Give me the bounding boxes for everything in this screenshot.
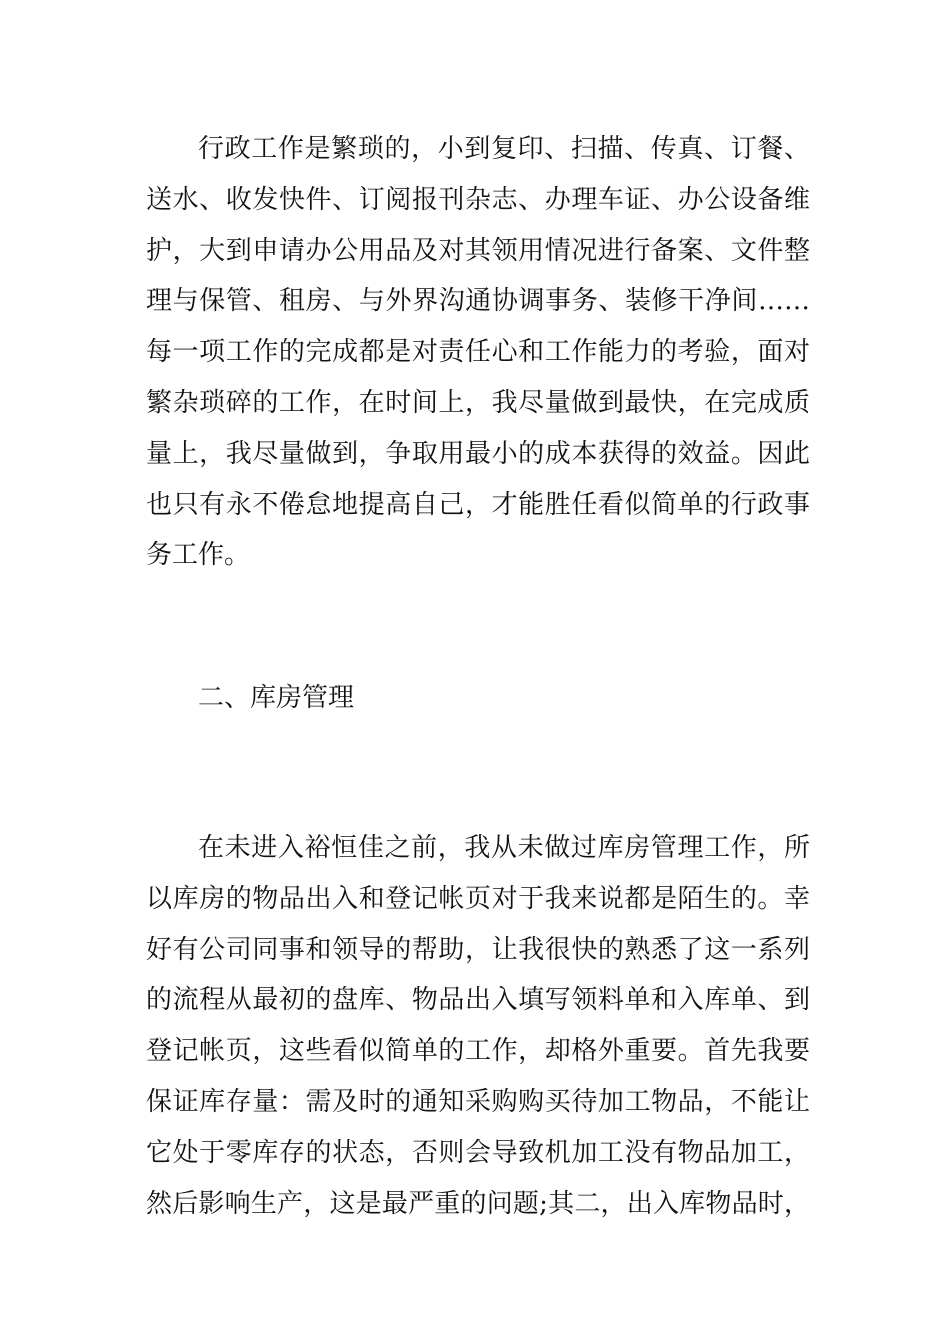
text-line: 也只有永不倦怠地提高自己，才能胜任看似简单的行政事: [146, 489, 810, 520]
section-heading-text: 二、库房管理: [198, 683, 355, 713]
paragraph-warehouse-management: [146, 823, 810, 1229]
text-line: 登记帐页，这些看似简单的工作，却格外重要。首先我要: [146, 1036, 810, 1067]
section-heading: [146, 673, 810, 724]
text-line: 理与保管、租房、与外界沟通协调事务、装修干净间……: [146, 286, 810, 317]
text-line: 量上，我尽量做到，争取用最小的成本获得的效益。因此: [146, 438, 810, 469]
text-line: 务工作。: [146, 540, 251, 571]
text-line: 然后影响生产，这是最严重的问题;其二，出入库物品时，: [146, 1188, 810, 1219]
text-line: 行政工作是繁琐的，小到复印、扫描、传真、订餐、: [198, 134, 810, 164]
text-line: 保证库存量：需及时的通知采购购买待加工物品，不能让: [146, 1086, 810, 1117]
text-line: 好有公司同事和领导的帮助，让我很快的熟悉了这一系列: [146, 934, 810, 965]
text-line: 它处于零库存的状态，否则会导致机加工没有物品加工，: [146, 1137, 810, 1168]
paragraph-admin-work: [146, 124, 810, 581]
text-line: 送水、收发快件、订阅报刊杂志、办理车证、办公设备维: [146, 184, 810, 215]
text-line: 的流程从最初的盘库、物品出入填写领料单和入库单、到: [146, 985, 810, 1016]
text-line: 护，大到申请办公用品及对其领用情况进行备案、文件整: [146, 235, 810, 266]
text-line: 在未进入裕恒佳之前，我从未做过库房管理工作，所: [198, 833, 810, 863]
text-line: 每一项工作的完成都是对责任心和工作能力的考验，面对: [146, 337, 810, 368]
text-line: 繁杂琐碎的工作，在时间上，我尽量做到最快，在完成质: [146, 387, 810, 418]
text-line: 以库房的物品出入和登记帐页对于我来说都是陌生的。幸: [146, 883, 810, 914]
